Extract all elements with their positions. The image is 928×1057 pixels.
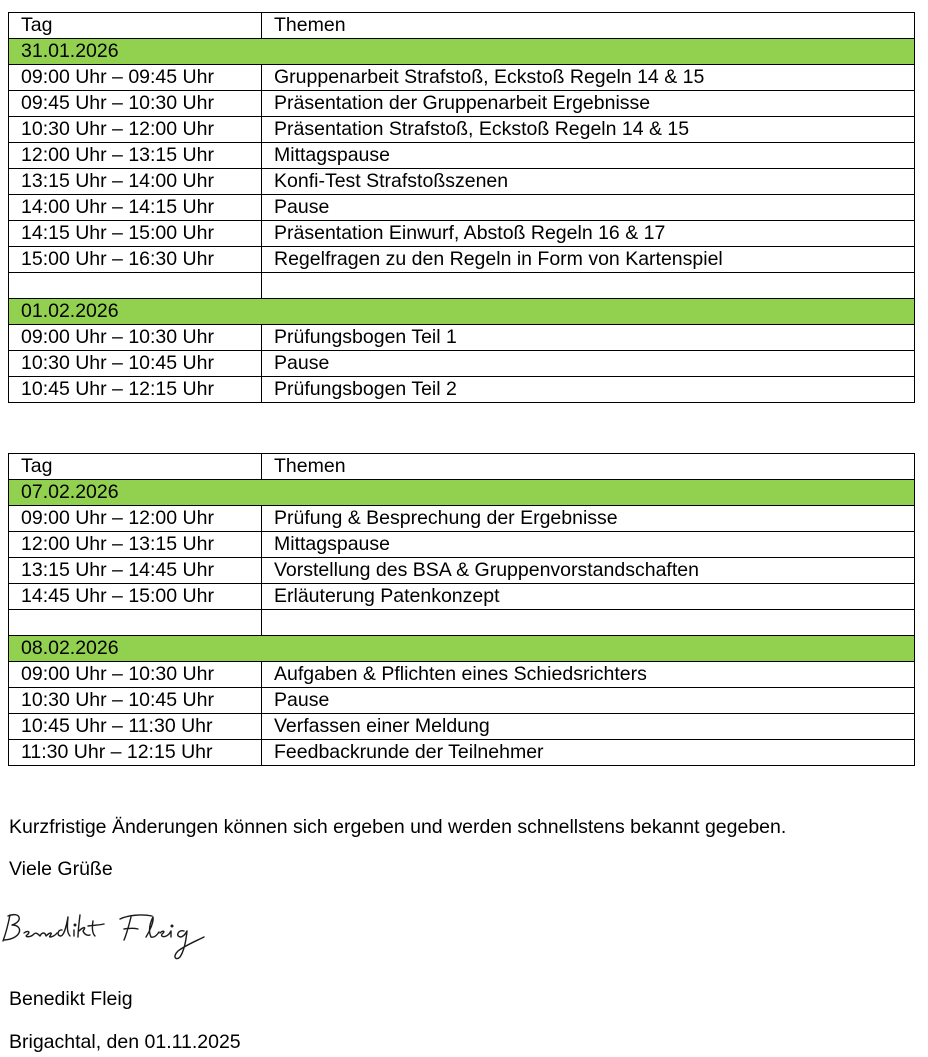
time-cell: 10:45 Uhr – 12:15 Uhr [9,377,262,403]
schedule-body [9,13,915,403]
time-cell: 14:15 Uhr – 15:00 Uhr [9,221,262,247]
header-topics: Themen [262,454,915,480]
time-cell: 15:00 Uhr – 16:30 Uhr [9,247,262,273]
empty-cell [9,610,262,636]
handwritten-signature [0,903,230,963]
blank-row [9,273,915,299]
table-row [9,247,915,273]
date-cell: 07.02.2026 [9,480,915,506]
topic-cell: Pause [262,688,915,714]
schedule-body [9,454,915,766]
header-day: Tag [9,454,262,480]
time-cell: 13:15 Uhr – 14:45 Uhr [9,558,262,584]
table-row [9,377,915,403]
topic-cell: Prüfung & Besprechung der Ergebnisse [262,506,915,532]
empty-cell [262,610,915,636]
date-row [9,480,915,506]
place-date: Brigachtal, den 01.11.2025 [9,1031,241,1053]
time-cell: 14:45 Uhr – 15:00 Uhr [9,584,262,610]
changes-note: Kurzfristige Änderungen können sich ergeben und werden schnellstens bekannt gegeben. [9,816,787,838]
topic-cell: Vorstellung des BSA & Gruppenvorstandschaften [262,558,915,584]
schedule-table-1 [8,12,915,403]
topic-cell: Pause [262,351,915,377]
time-cell: 10:30 Uhr – 10:45 Uhr [9,351,262,377]
table-row [9,351,915,377]
date-cell: 31.01.2026 [9,39,915,65]
empty-cell [262,273,915,299]
table-row [9,584,915,610]
topic-cell: Prüfungsbogen Teil 2 [262,377,915,403]
time-cell: 14:00 Uhr – 14:15 Uhr [9,195,262,221]
table-row [9,740,915,766]
table-row [9,506,915,532]
table-row [9,221,915,247]
schedule-table-2 [8,453,915,766]
date-cell: 08.02.2026 [9,636,915,662]
table-row [9,714,915,740]
table-row [9,91,915,117]
topic-cell: Aufgaben & Pflichten eines Schiedsrichters [262,662,915,688]
topic-cell: Konfi-Test Strafstoßszenen [262,169,915,195]
table-row [9,558,915,584]
time-cell: 12:00 Uhr – 13:15 Uhr [9,143,262,169]
date-row [9,299,915,325]
empty-cell [9,273,262,299]
topic-cell: Pause [262,195,915,221]
header-day: Tag [9,13,262,39]
time-cell: 09:00 Uhr – 10:30 Uhr [9,662,262,688]
topic-cell: Verfassen einer Meldung [262,714,915,740]
header-topics: Themen [262,13,915,39]
topic-cell: Präsentation Einwurf, Abstoß Regeln 16 & 17 [262,221,915,247]
date-cell: 01.02.2026 [9,299,915,325]
topic-cell: Mittagspause [262,532,915,558]
header-row [9,454,915,480]
topic-cell: Regelfragen zu den Regeln in Form von Kartenspiel [262,247,915,273]
topic-cell: Feedbackrunde der Teilnehmer [262,740,915,766]
time-cell: 11:30 Uhr – 12:15 Uhr [9,740,262,766]
greeting: Viele Grüße [9,858,113,880]
time-cell: 09:45 Uhr – 10:30 Uhr [9,91,262,117]
time-cell: 10:45 Uhr – 11:30 Uhr [9,714,262,740]
topic-cell: Gruppenarbeit Strafstoß, Eckstoß Regeln 14 & 15 [262,65,915,91]
time-cell: 12:00 Uhr – 13:15 Uhr [9,532,262,558]
topic-cell: Präsentation der Gruppenarbeit Ergebnisse [262,91,915,117]
time-cell: 09:00 Uhr – 10:30 Uhr [9,325,262,351]
table-row [9,117,915,143]
table-row [9,195,915,221]
table-row [9,532,915,558]
topic-cell: Präsentation Strafstoß, Eckstoß Regeln 14 & 15 [262,117,915,143]
table-row [9,143,915,169]
topic-cell: Mittagspause [262,143,915,169]
table-row [9,688,915,714]
header-row [9,13,915,39]
blank-row [9,610,915,636]
topic-cell: Prüfungsbogen Teil 1 [262,325,915,351]
date-row [9,636,915,662]
time-cell: 10:30 Uhr – 10:45 Uhr [9,688,262,714]
table-row [9,169,915,195]
table-row [9,325,915,351]
date-row [9,39,915,65]
signer-name: Benedikt Fleig [9,988,133,1010]
table-row [9,65,915,91]
time-cell: 09:00 Uhr – 12:00 Uhr [9,506,262,532]
table-row [9,662,915,688]
topic-cell: Erläuterung Patenkonzept [262,584,915,610]
time-cell: 10:30 Uhr – 12:00 Uhr [9,117,262,143]
time-cell: 13:15 Uhr – 14:00 Uhr [9,169,262,195]
time-cell: 09:00 Uhr – 09:45 Uhr [9,65,262,91]
